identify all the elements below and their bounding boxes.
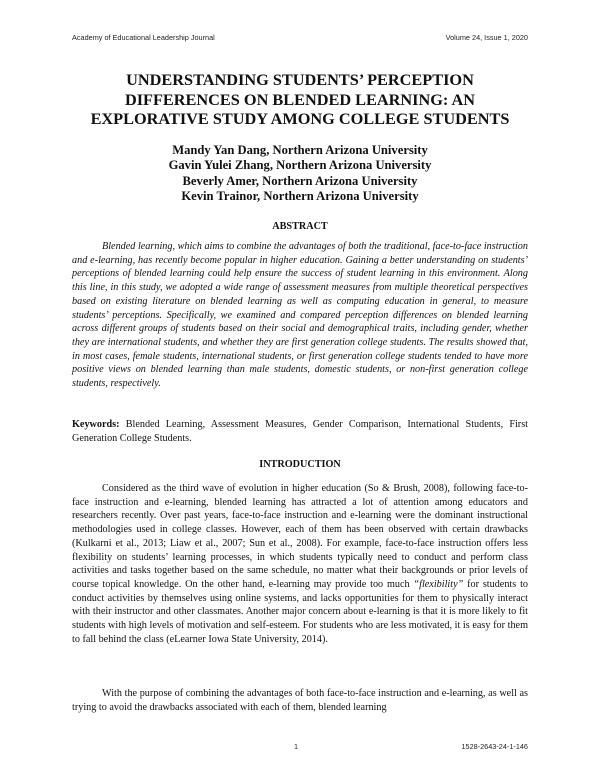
intro-paragraph-2: With the purpose of combining the advantages of both face-to-face instruction and e-learning, as well as trying to avoid the drawbacks associated with each of them, blended learning — [72, 688, 528, 713]
author-line: Mandy Yan Dang, Northern Arizona University — [172, 143, 428, 157]
journal-volume: Volume 24, Issue 1, 2020 — [445, 33, 528, 42]
intro-paragraph-1 — [72, 482, 528, 646]
page-number: 1 — [294, 742, 299, 751]
author-list — [72, 143, 528, 204]
author-line: Kevin Trainor, Northern Arizona University — [181, 188, 419, 203]
intro-p1-part2: for students to conduct activities by themselves using online systems, and lacks opportunities for them to physically interact with their instructor and other classmates. Another major concern about e-learning is that it is more likely to fit students with high levels of motivation and self-esteem. For students who are less motivated, it is easy for them to fall behind the class (eLearner Iowa State University, 2014). — [72, 578, 528, 645]
paper-title: UNDERSTANDING STUDENTS’ PERCEPTION DIFFERENCES ON BLENDED LEARNING: AN EXPLORATIVE STUDY AMONG COLLEGE STUDENTS — [90, 70, 510, 128]
intro-p1-part1: Considered as the third wave of evolution in higher education (So & Brush, 2008), following face-to-face instruction and e-learning, blended learning has attracted a lot of attention among educators and researchers recently. Over past years, face-to-face instruction and e-learning were the dominant instructional methodologies used in college classes. However, each of them has been observed with certain drawbacks (Kulkarni et al., 2013; Liaw et al., 2007; Sun et al., 2008). For example, face-to-face instruction offers less flexibility on students’ learning processes, in which students typically need to conduct and perform class activities and tasks together based on the same schedule, no matter what their backgrounds or prior levels of course topical knowledge. On the other hand, e-learning may provide too much — [72, 483, 528, 590]
document-id: 1528-2643-24-1-146 — [461, 742, 528, 751]
keywords-text: Blended Learning, Assessment Measures, Gender Comparison, International Students, First Generation College Students. — [72, 419, 528, 444]
abstract-text: Blended learning, which aims to combine the advantages of both the traditional, face-to-face instruction and e-learning, has recently become popular in higher education. Gaining a better understanding on students’ perceptions of blended learning could help ensure the success of student learning in this environment. Along this line, in this study, we adopted a wide range of assessment measures from multiple theoretical perspectives based on existing literature on blended learning as well as computing education in general, to measure students’ perceptions. Specifically, we examined and compared perception differences on blended learning across different groups of students based on their social and demographical traits, including gender, whether they are international students, and whether they are first generation college students. The results showed that, in most cases, female students, international students, or first generation college students tended to have more positive views on blended learning than male students, domestic students, or non-first generation college students, respectively. — [72, 241, 528, 390]
author-line: Beverly Amer, Northern Arizona University — [182, 173, 418, 188]
keywords — [72, 418, 528, 445]
author-line: Gavin Yulei Zhang, Northern Arizona University — [168, 158, 432, 173]
introduction-heading: INTRODUCTION — [259, 459, 341, 470]
keywords-label: Keywords: — [72, 419, 120, 430]
abstract-heading: ABSTRACT — [272, 221, 328, 232]
journal-name: Academy of Educational Leadership Journal — [72, 33, 215, 42]
intro-p1-emphasis: “flexibility” — [413, 578, 464, 590]
